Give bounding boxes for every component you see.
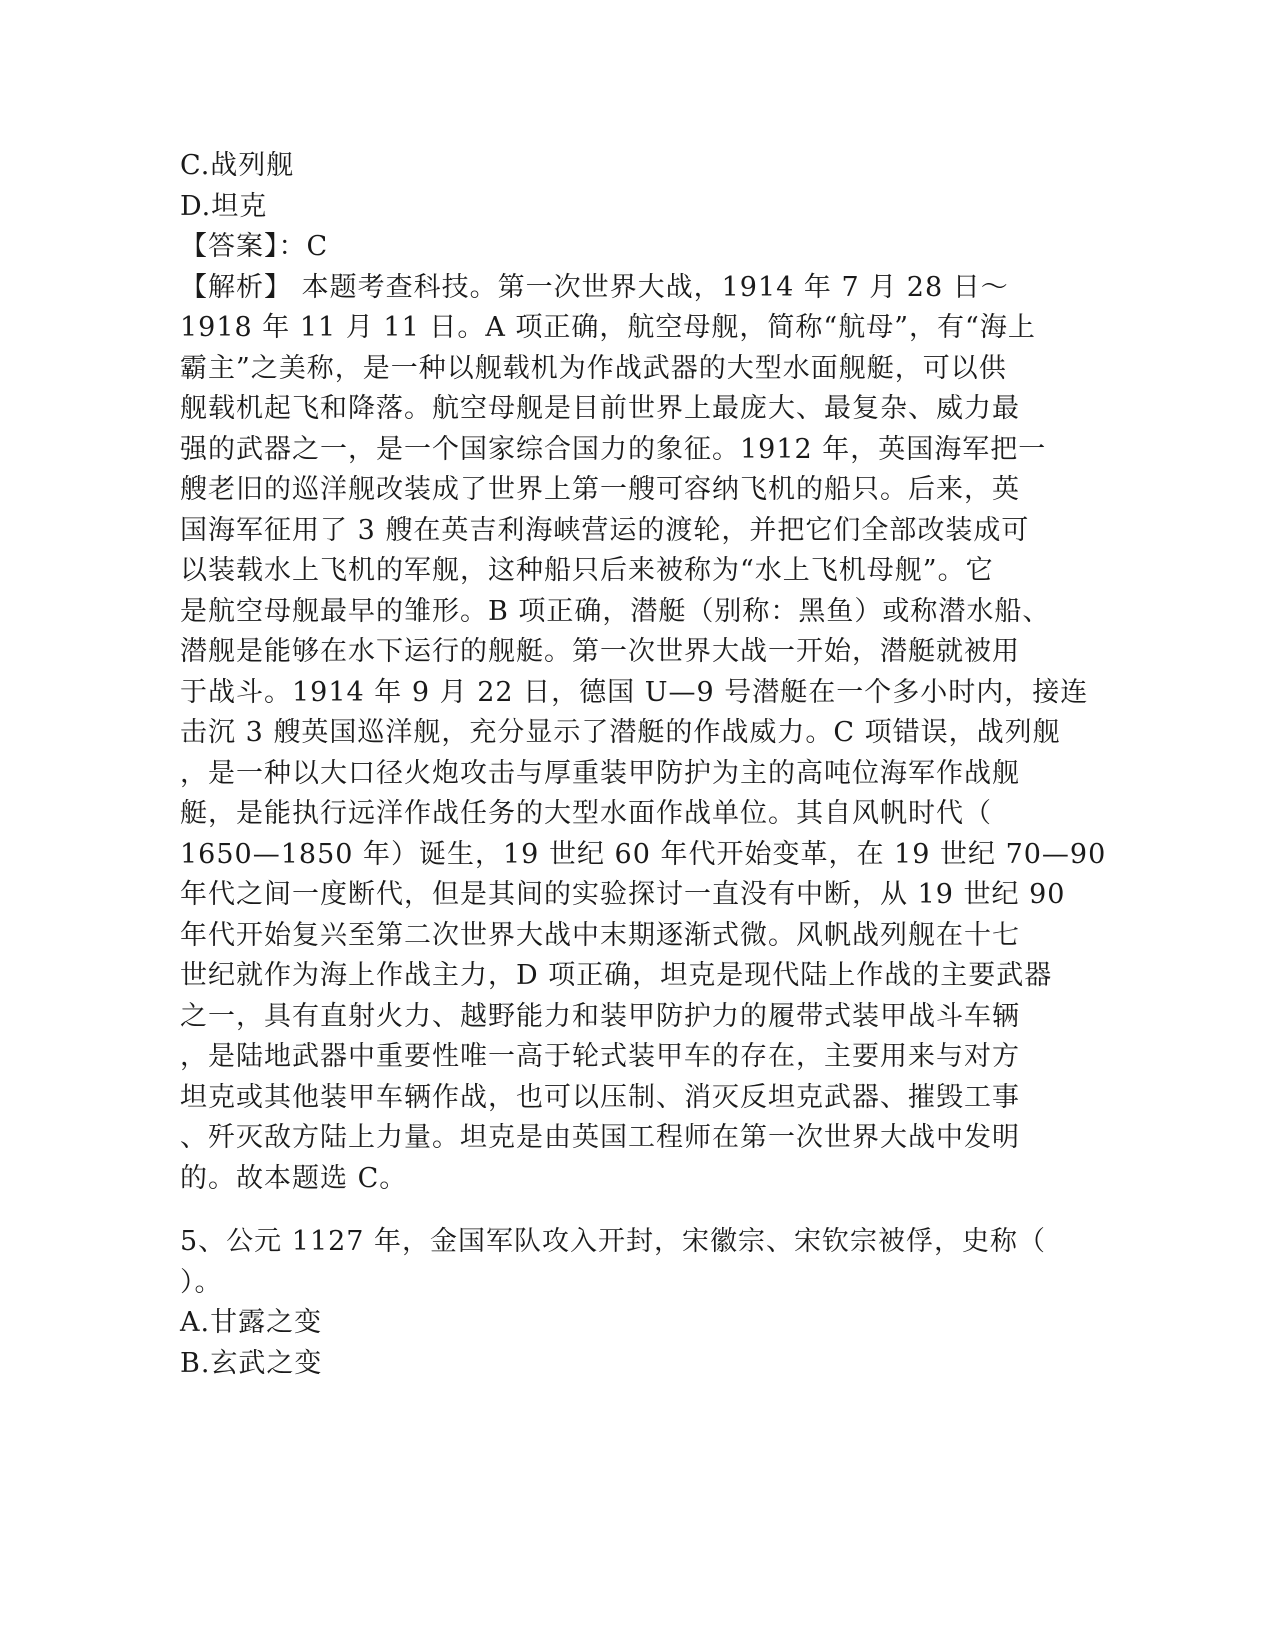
analysis-line: 【解析】 本题考查科技。第一次世界大战，1914 年 7 月 28 日～ — [180, 271, 1009, 303]
analysis-line: 之一，具有直射火力、越野能力和装甲防护力的履带式装甲战斗车辆 — [180, 1000, 1020, 1032]
document-page — [180, 146, 1107, 1384]
option-c: C.战列舰 — [180, 150, 295, 181]
analysis-block — [180, 268, 1107, 1200]
spacer — [180, 1199, 1040, 1222]
analysis-line: 年代之间一度断代，但是其间的实验探讨一直没有中断，从 19 世纪 90 — [180, 879, 1066, 910]
option-a: A.甘露之变 — [180, 1307, 323, 1338]
analysis-line: 艇，是能执行远洋作战任务的大型水面作战单位。其自风帆时代（ — [180, 798, 992, 829]
analysis-line: 于战斗。1914 年 9 月 22 日，德国 U—9 号潜艇在一个多小时内，接连 — [180, 676, 1089, 708]
analysis-line: 年代开始复兴至第二次世界大战中末期逐渐式微。风帆战列舰在十七 — [180, 919, 1020, 951]
option-b: B.玄武之变 — [180, 1347, 323, 1379]
answer-line: 【答案】：C — [180, 231, 329, 262]
analysis-line: ，是一种以大口径火炮攻击与厚重装甲防护为主的高吨位海军作战舰 — [180, 757, 1020, 789]
analysis-line: 击沉 3 艘英国巡洋舰，充分显示了潜艇的作战威力。C 项错误，战列舰 — [180, 717, 1061, 748]
analysis-line: 舰载机起飞和降落。航空母舰是目前世界上最庞大、最复杂、威力最 — [180, 393, 1020, 424]
question-stem-line: 5、公元 1127 年，金国军队攻入开封，宋徽宗、宋钦宗被俘，史称（ — [180, 1226, 1047, 1257]
analysis-line: 以装载水上飞机的军舰，这种船只后来被称为“水上飞机母舰”。它 — [180, 555, 994, 586]
analysis-line: 潜舰是能够在水下运行的舰艇。第一次世界大战一开始，潜艇就被用 — [180, 636, 1020, 667]
analysis-line: ，是陆地武器中重要性唯一高于轮式装甲车的存在，主要用来与对方 — [180, 1041, 1020, 1072]
analysis-line: 1650—1850 年）诞生，19 世纪 60 年代开始变革，在 19 世纪 70—90 — [180, 838, 1107, 870]
analysis-line: 艘老旧的巡洋舰改装成了世界上第一艘可容纳飞机的船只。后来，英 — [180, 474, 1020, 505]
analysis-line: 国海军征用了 3 艘在英吉利海峡营运的渡轮，并把它们全部改装成可 — [180, 514, 1030, 546]
analysis-line: 霸主”之美称，是一种以舰载机为作战武器的大型水面舰艇，可以供 — [180, 352, 1007, 384]
analysis-line: 1918 年 11 月 11 日。A 项正确，航空母舰，简称“航母”，有“海上 — [180, 312, 1036, 343]
analysis-line: 强的武器之一，是一个国家综合国力的象征。1912 年，英国海军把一 — [180, 433, 1047, 465]
analysis-line: 是航空母舰最早的雏形。B 项正确，潜艇（别称：黑鱼）或称潜水船、 — [180, 595, 1051, 627]
option-d: D.坦克 — [180, 190, 268, 222]
analysis-line: 、歼灭敌方陆上力量。坦克是由英国工程师在第一次世界大战中发明 — [180, 1122, 1020, 1153]
question-5 — [180, 1222, 1047, 1384]
analysis-line: 的。故本题选 C。 — [180, 1162, 408, 1194]
analysis-line: 坦克或其他装甲车辆作战，也可以压制、消灭反坦克武器、摧毁工事 — [180, 1081, 1020, 1113]
question-stem-line: ）。 — [180, 1266, 223, 1298]
analysis-line: 世纪就作为海上作战主力，D 项正确，坦克是现代陆上作战的主要武器 — [180, 960, 1053, 991]
